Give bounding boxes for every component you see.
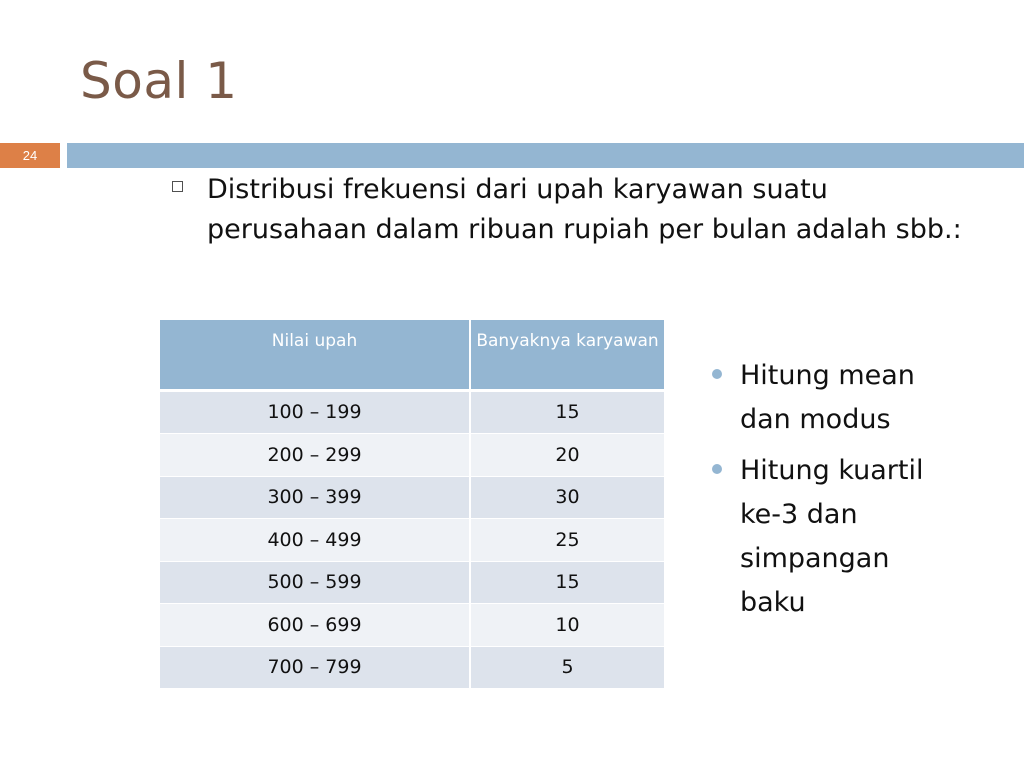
list-item <box>712 449 942 625</box>
intro-paragraph <box>172 170 972 250</box>
cell-count: 10 <box>470 604 664 647</box>
table-row <box>160 434 664 477</box>
square-bullet-icon <box>172 181 183 192</box>
slide-title: Soal 1 <box>80 52 238 110</box>
table-row <box>160 390 664 434</box>
task-list <box>712 354 942 632</box>
cell-range: 100 – 199 <box>160 390 470 434</box>
cell-count: 5 <box>470 646 664 689</box>
cell-range: 600 – 699 <box>160 604 470 647</box>
cell-count: 15 <box>470 561 664 604</box>
intro-text: Distribusi frekuensi dari upah karyawan suatu perusahaan dalam ribuan rupiah per bulan adalah sbb.: <box>207 174 962 245</box>
task-text: Hitung kuartil ke-3 dan simpangan baku <box>740 455 924 618</box>
table-row <box>160 561 664 604</box>
cell-range: 200 – 299 <box>160 434 470 477</box>
cell-count: 20 <box>470 434 664 477</box>
table-row <box>160 646 664 689</box>
table-row <box>160 604 664 647</box>
cell-count: 30 <box>470 476 664 519</box>
header-band <box>67 143 1024 168</box>
header-nilai-upah: Nilai upah <box>160 320 470 390</box>
table-row <box>160 519 664 562</box>
cell-count: 15 <box>470 390 664 434</box>
cell-range: 700 – 799 <box>160 646 470 689</box>
table-header-row <box>160 320 664 390</box>
header-banyaknya-karyawan: Banyaknya karyawan <box>470 320 664 390</box>
list-item <box>712 354 942 442</box>
task-text: Hitung mean dan modus <box>740 360 915 435</box>
slide-number: 24 <box>0 143 60 168</box>
cell-range: 300 – 399 <box>160 476 470 519</box>
cell-range: 500 – 599 <box>160 561 470 604</box>
frequency-table <box>160 320 664 689</box>
cell-range: 400 – 499 <box>160 519 470 562</box>
table-row <box>160 476 664 519</box>
round-bullet-icon <box>712 369 722 379</box>
cell-count: 25 <box>470 519 664 562</box>
round-bullet-icon <box>712 464 722 474</box>
